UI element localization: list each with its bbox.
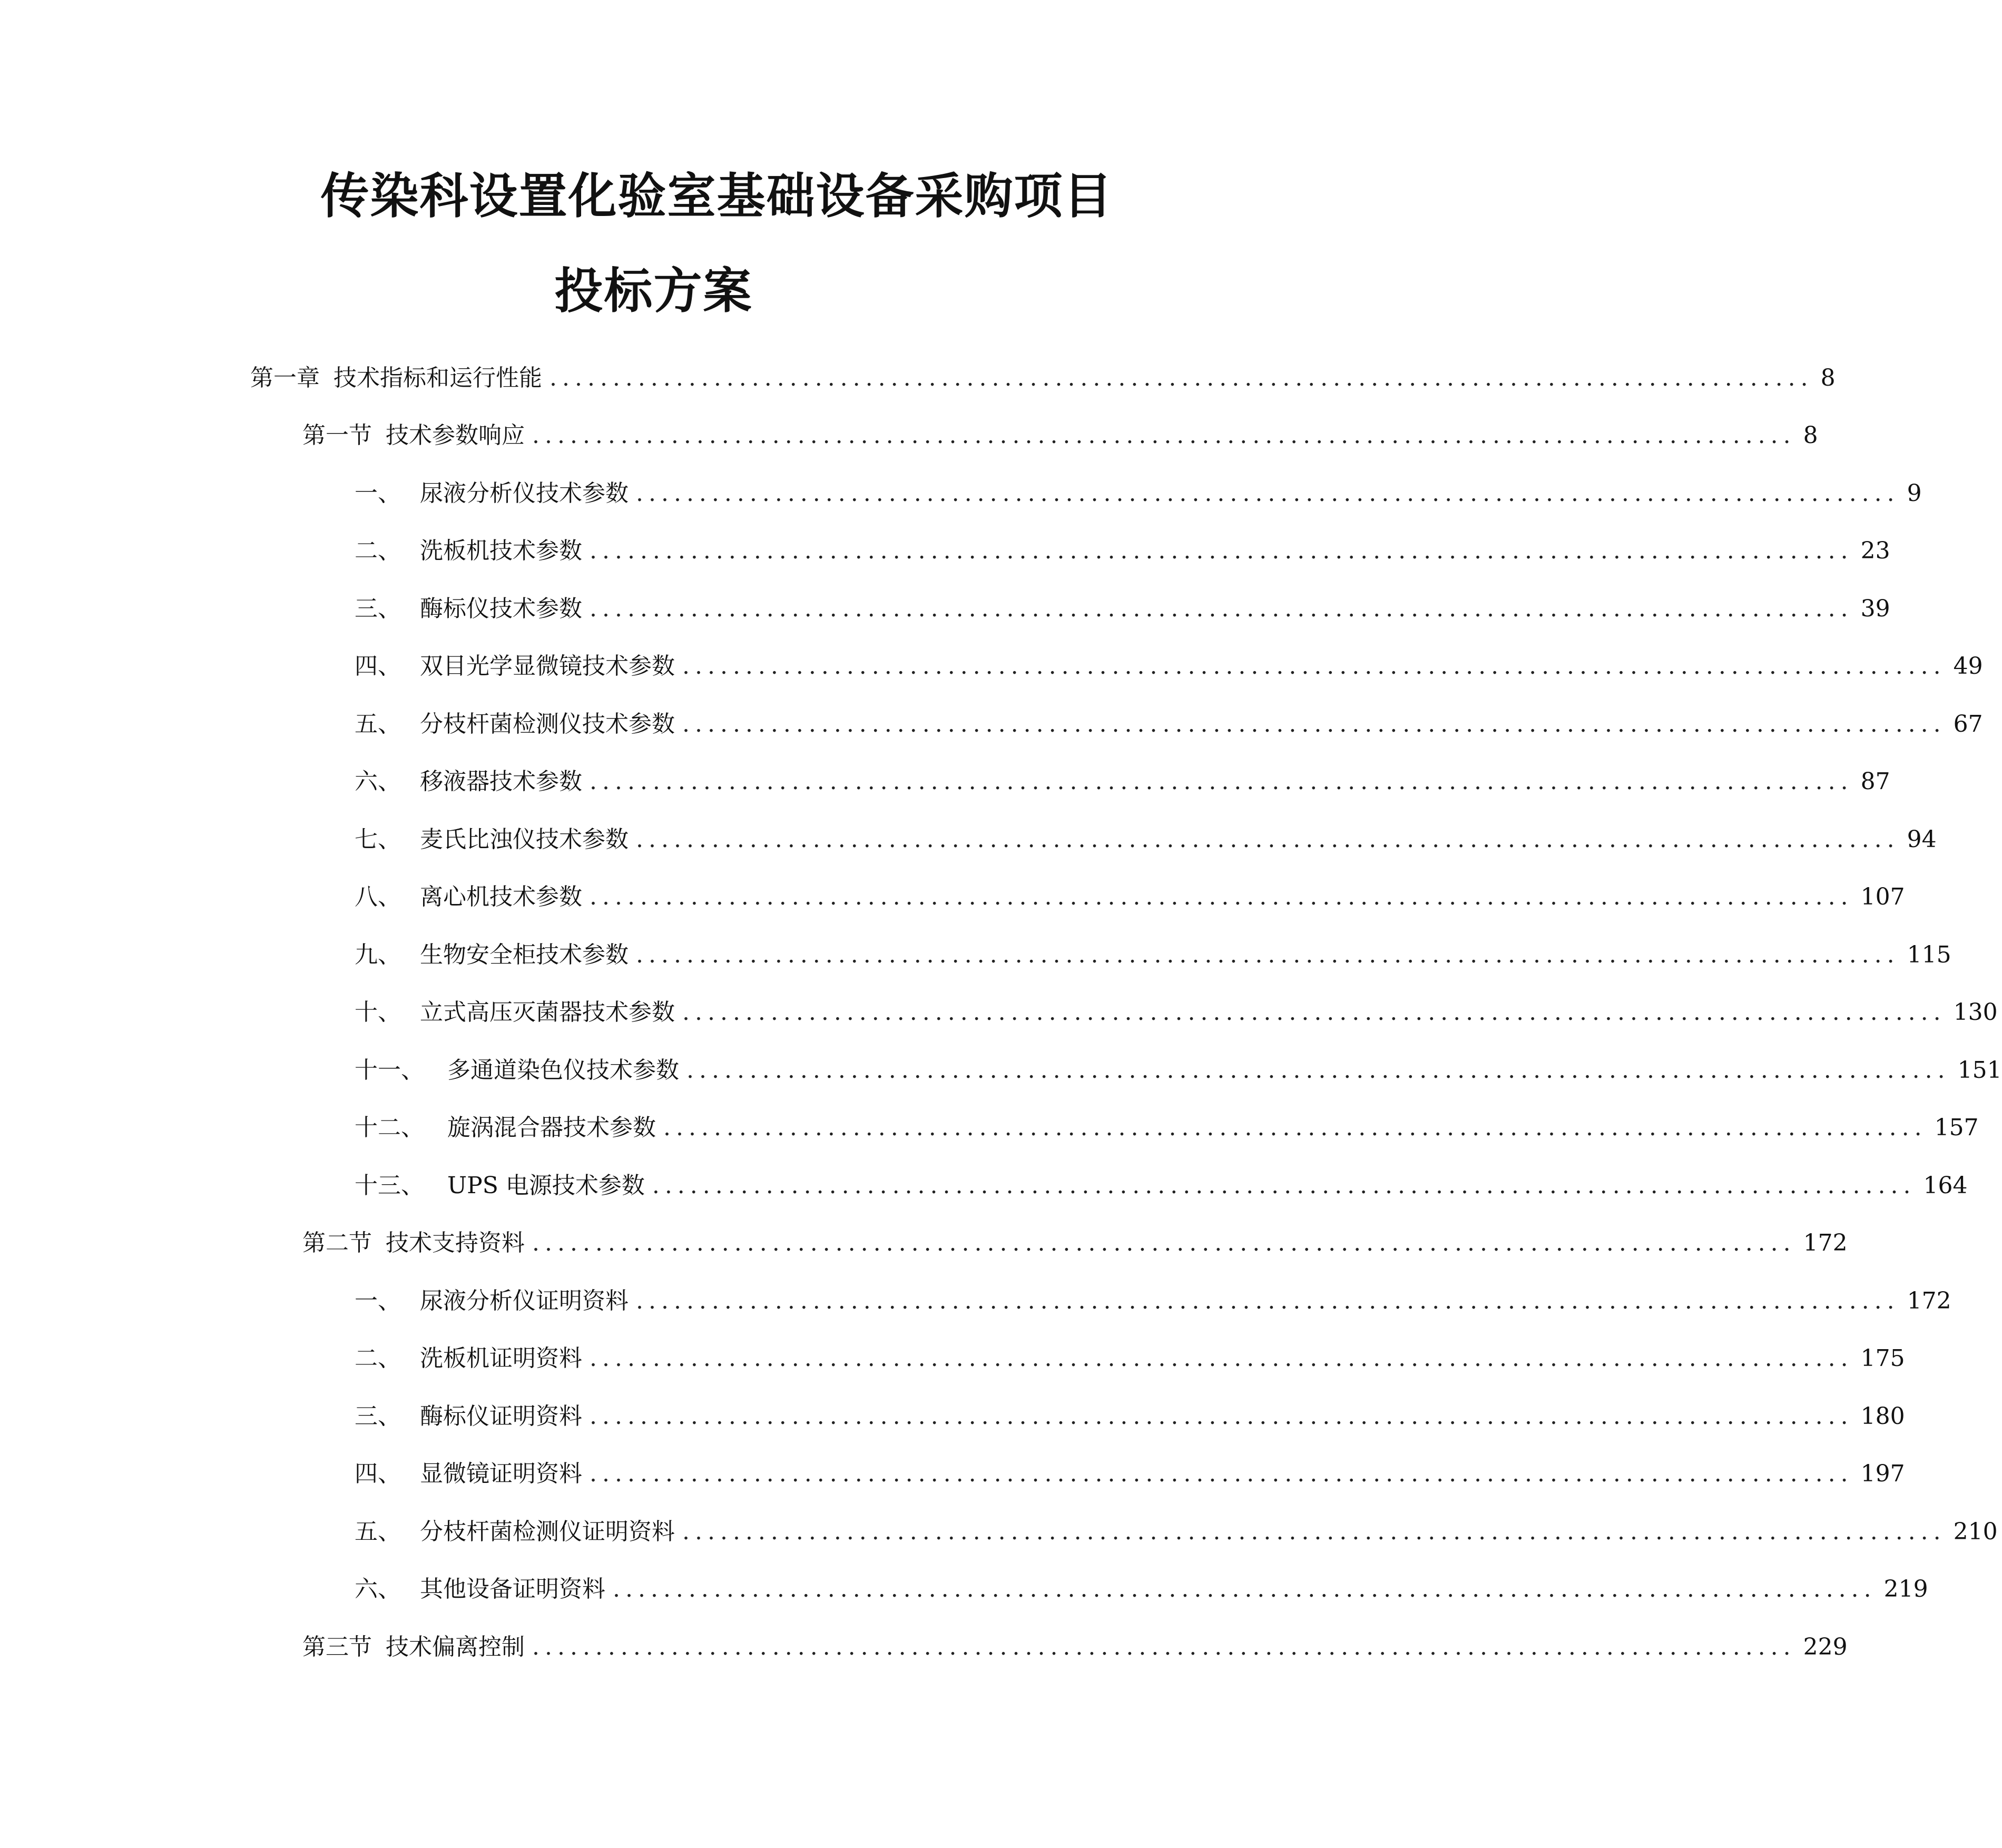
toc-label: 其他设备证明资料 — [420, 1576, 605, 1603]
toc-leader-dots: .................................................................................................... — [549, 365, 1813, 391]
toc-entry-item[interactable] — [355, 1564, 1928, 1603]
toc-label: 洗板机技术参数 — [420, 537, 582, 564]
toc-leader-dots: .................................................................................................... — [682, 999, 1946, 1026]
toc-number: 一、 — [355, 480, 401, 507]
toc-number: 第一节 — [302, 422, 372, 449]
toc-page-number: 175 — [1860, 1345, 1905, 1372]
toc-page-number: 39 — [1860, 595, 1890, 622]
toc-entry-item[interactable] — [355, 1161, 1968, 1199]
toc-number: 六、 — [355, 1576, 401, 1603]
toc-leader-dots: .................................................................................................... — [682, 1518, 1946, 1545]
toc-number: 二、 — [355, 1345, 401, 1372]
toc-leader-dots: .................................................................................................... — [590, 768, 1853, 795]
toc-entry-item[interactable] — [355, 756, 1890, 795]
toc-leader-dots: .................................................................................................... — [590, 1345, 1853, 1372]
toc-label: 洗板机证明资料 — [420, 1345, 582, 1372]
toc-number: 第二节 — [302, 1230, 372, 1256]
toc-entry-item[interactable] — [355, 1449, 1905, 1487]
toc-leader-dots: .................................................................................................... — [636, 941, 1900, 968]
toc-page-number: 157 — [1934, 1114, 1979, 1141]
toc-leader-dots: .................................................................................................... — [590, 1460, 1853, 1487]
toc-leader-dots: .................................................................................................... — [686, 1057, 1950, 1084]
toc-number: 三、 — [355, 595, 401, 622]
toc-label: 尿液分析仪技术参数 — [420, 480, 629, 507]
toc-number: 第一章 — [250, 365, 320, 391]
toc-entry-item[interactable] — [355, 1276, 1951, 1314]
toc-number: 八、 — [355, 883, 401, 910]
toc-number: 十三、 — [355, 1172, 424, 1199]
toc-page-number: 8 — [1820, 365, 1836, 391]
toc-label: 立式高压灭菌器技术参数 — [420, 999, 675, 1026]
toc-entry-item[interactable] — [355, 584, 1890, 622]
toc-page-number: 180 — [1860, 1403, 1905, 1430]
toc-leader-dots: .................................................................................................... — [636, 1287, 1900, 1314]
toc-page-number: 229 — [1803, 1634, 1848, 1660]
toc-number: 第三节 — [302, 1634, 372, 1660]
toc-leader-dots: .................................................................................................... — [636, 480, 1900, 507]
toc-entry-item[interactable] — [355, 526, 1890, 564]
toc-entry-item[interactable] — [355, 1045, 2002, 1084]
toc-page-number: 219 — [1883, 1576, 1928, 1603]
toc-page-number: 94 — [1907, 826, 1937, 853]
toc-leader-dots: .................................................................................................... — [532, 1230, 1796, 1256]
toc-entry-item[interactable] — [355, 872, 1905, 910]
toc-leader-dots: .................................................................................................... — [590, 883, 1853, 910]
toc-page-number: 115 — [1907, 941, 1951, 968]
toc-label: 技术指标和运行性能 — [333, 365, 542, 391]
toc-label: 麦氏比浊仪技术参数 — [420, 826, 629, 853]
toc-label: 技术偏离控制 — [386, 1634, 525, 1660]
toc-leader-dots: .................................................................................................... — [652, 1172, 1916, 1199]
toc-number: 四、 — [355, 1460, 401, 1487]
toc-label: 酶标仪证明资料 — [420, 1403, 582, 1430]
toc-page-number: 130 — [1953, 999, 1998, 1026]
toc-page-number: 210 — [1953, 1518, 1998, 1545]
toc-label: 显微镜证明资料 — [420, 1460, 582, 1487]
toc-page-number: 172 — [1803, 1230, 1848, 1256]
toc-number: 二、 — [355, 537, 401, 564]
toc-entry-item[interactable] — [355, 641, 1983, 680]
toc-number: 十、 — [355, 999, 401, 1026]
toc-page-number: 67 — [1953, 711, 1983, 738]
toc-number: 十一、 — [355, 1057, 424, 1084]
toc-leader-dots: .................................................................................................... — [613, 1576, 1877, 1603]
toc-leader-dots: .................................................................................................... — [590, 1403, 1853, 1430]
toc-label: 多通道染色仪技术参数 — [447, 1057, 679, 1084]
toc-entry-item[interactable] — [355, 814, 1937, 853]
toc-number: 五、 — [355, 711, 401, 738]
toc-leader-dots: .................................................................................................... — [532, 1634, 1796, 1660]
toc-number: 九、 — [355, 941, 401, 968]
toc-label: UPS 电源技术参数 — [447, 1172, 645, 1199]
toc-label: 旋涡混合器技术参数 — [447, 1114, 656, 1141]
toc-label: 双目光学显微镜技术参数 — [420, 653, 675, 680]
toc-entry-section-1[interactable] — [302, 410, 1818, 449]
toc-leader-dots: .................................................................................................... — [590, 595, 1853, 622]
toc-entry-item[interactable] — [355, 1333, 1905, 1372]
toc-number: 五、 — [355, 1518, 401, 1545]
toc-label: 分枝杆菌检测仪技术参数 — [420, 711, 675, 738]
toc-entry-chapter-1[interactable] — [250, 353, 1836, 391]
toc-page-number: 87 — [1860, 768, 1890, 795]
toc-entry-item[interactable] — [355, 1391, 1905, 1430]
toc-entry-item[interactable] — [355, 699, 1983, 738]
toc-number: 七、 — [355, 826, 401, 853]
toc-label: 技术参数响应 — [386, 422, 525, 449]
document-subtitle: 投标方案 — [554, 262, 753, 319]
toc-page-number: 49 — [1953, 653, 1983, 680]
toc-number: 三、 — [355, 1403, 401, 1430]
toc-label: 分枝杆菌检测仪证明资料 — [420, 1518, 675, 1545]
toc-label: 移液器技术参数 — [420, 768, 582, 795]
toc-page-number: 107 — [1860, 883, 1905, 910]
toc-leader-dots: .................................................................................................... — [663, 1114, 1927, 1141]
toc-page-number: 9 — [1907, 480, 1922, 507]
toc-page-number: 172 — [1907, 1287, 1951, 1314]
toc-entry-section-2[interactable] — [302, 1218, 1848, 1256]
toc-number: 一、 — [355, 1287, 401, 1314]
toc-entry-item[interactable] — [355, 468, 1922, 507]
toc-page-number: 8 — [1803, 422, 1818, 449]
toc-entry-section-3[interactable] — [302, 1622, 1848, 1660]
toc-entry-item[interactable] — [355, 1507, 1998, 1545]
toc-leader-dots: .................................................................................................... — [532, 422, 1796, 449]
toc-number: 十二、 — [355, 1114, 424, 1141]
toc-page-number: 151 — [1957, 1057, 2002, 1084]
toc-leader-dots: .................................................................................................... — [590, 537, 1853, 564]
document-title: 传染科设置化验室基础设备采购项目 — [320, 168, 1113, 224]
toc-label: 酶标仪技术参数 — [420, 595, 582, 622]
toc-leader-dots: .................................................................................................... — [636, 826, 1900, 853]
toc-page-number: 197 — [1860, 1460, 1905, 1487]
toc-label: 技术支持资料 — [386, 1230, 525, 1256]
toc-leader-dots: .................................................................................................... — [682, 653, 1946, 680]
toc-label: 生物安全柜技术参数 — [420, 941, 629, 968]
toc-entry-item[interactable] — [355, 930, 1951, 968]
toc-label: 离心机技术参数 — [420, 883, 582, 910]
toc-number: 四、 — [355, 653, 401, 680]
toc-page-number: 23 — [1860, 537, 1890, 564]
toc-entry-item[interactable] — [355, 1103, 1979, 1141]
toc-label: 尿液分析仪证明资料 — [420, 1287, 629, 1314]
toc-entry-item[interactable] — [355, 987, 1998, 1026]
toc-page-number: 164 — [1923, 1172, 1968, 1199]
toc-number: 六、 — [355, 768, 401, 795]
toc-leader-dots: .................................................................................................... — [682, 711, 1946, 738]
